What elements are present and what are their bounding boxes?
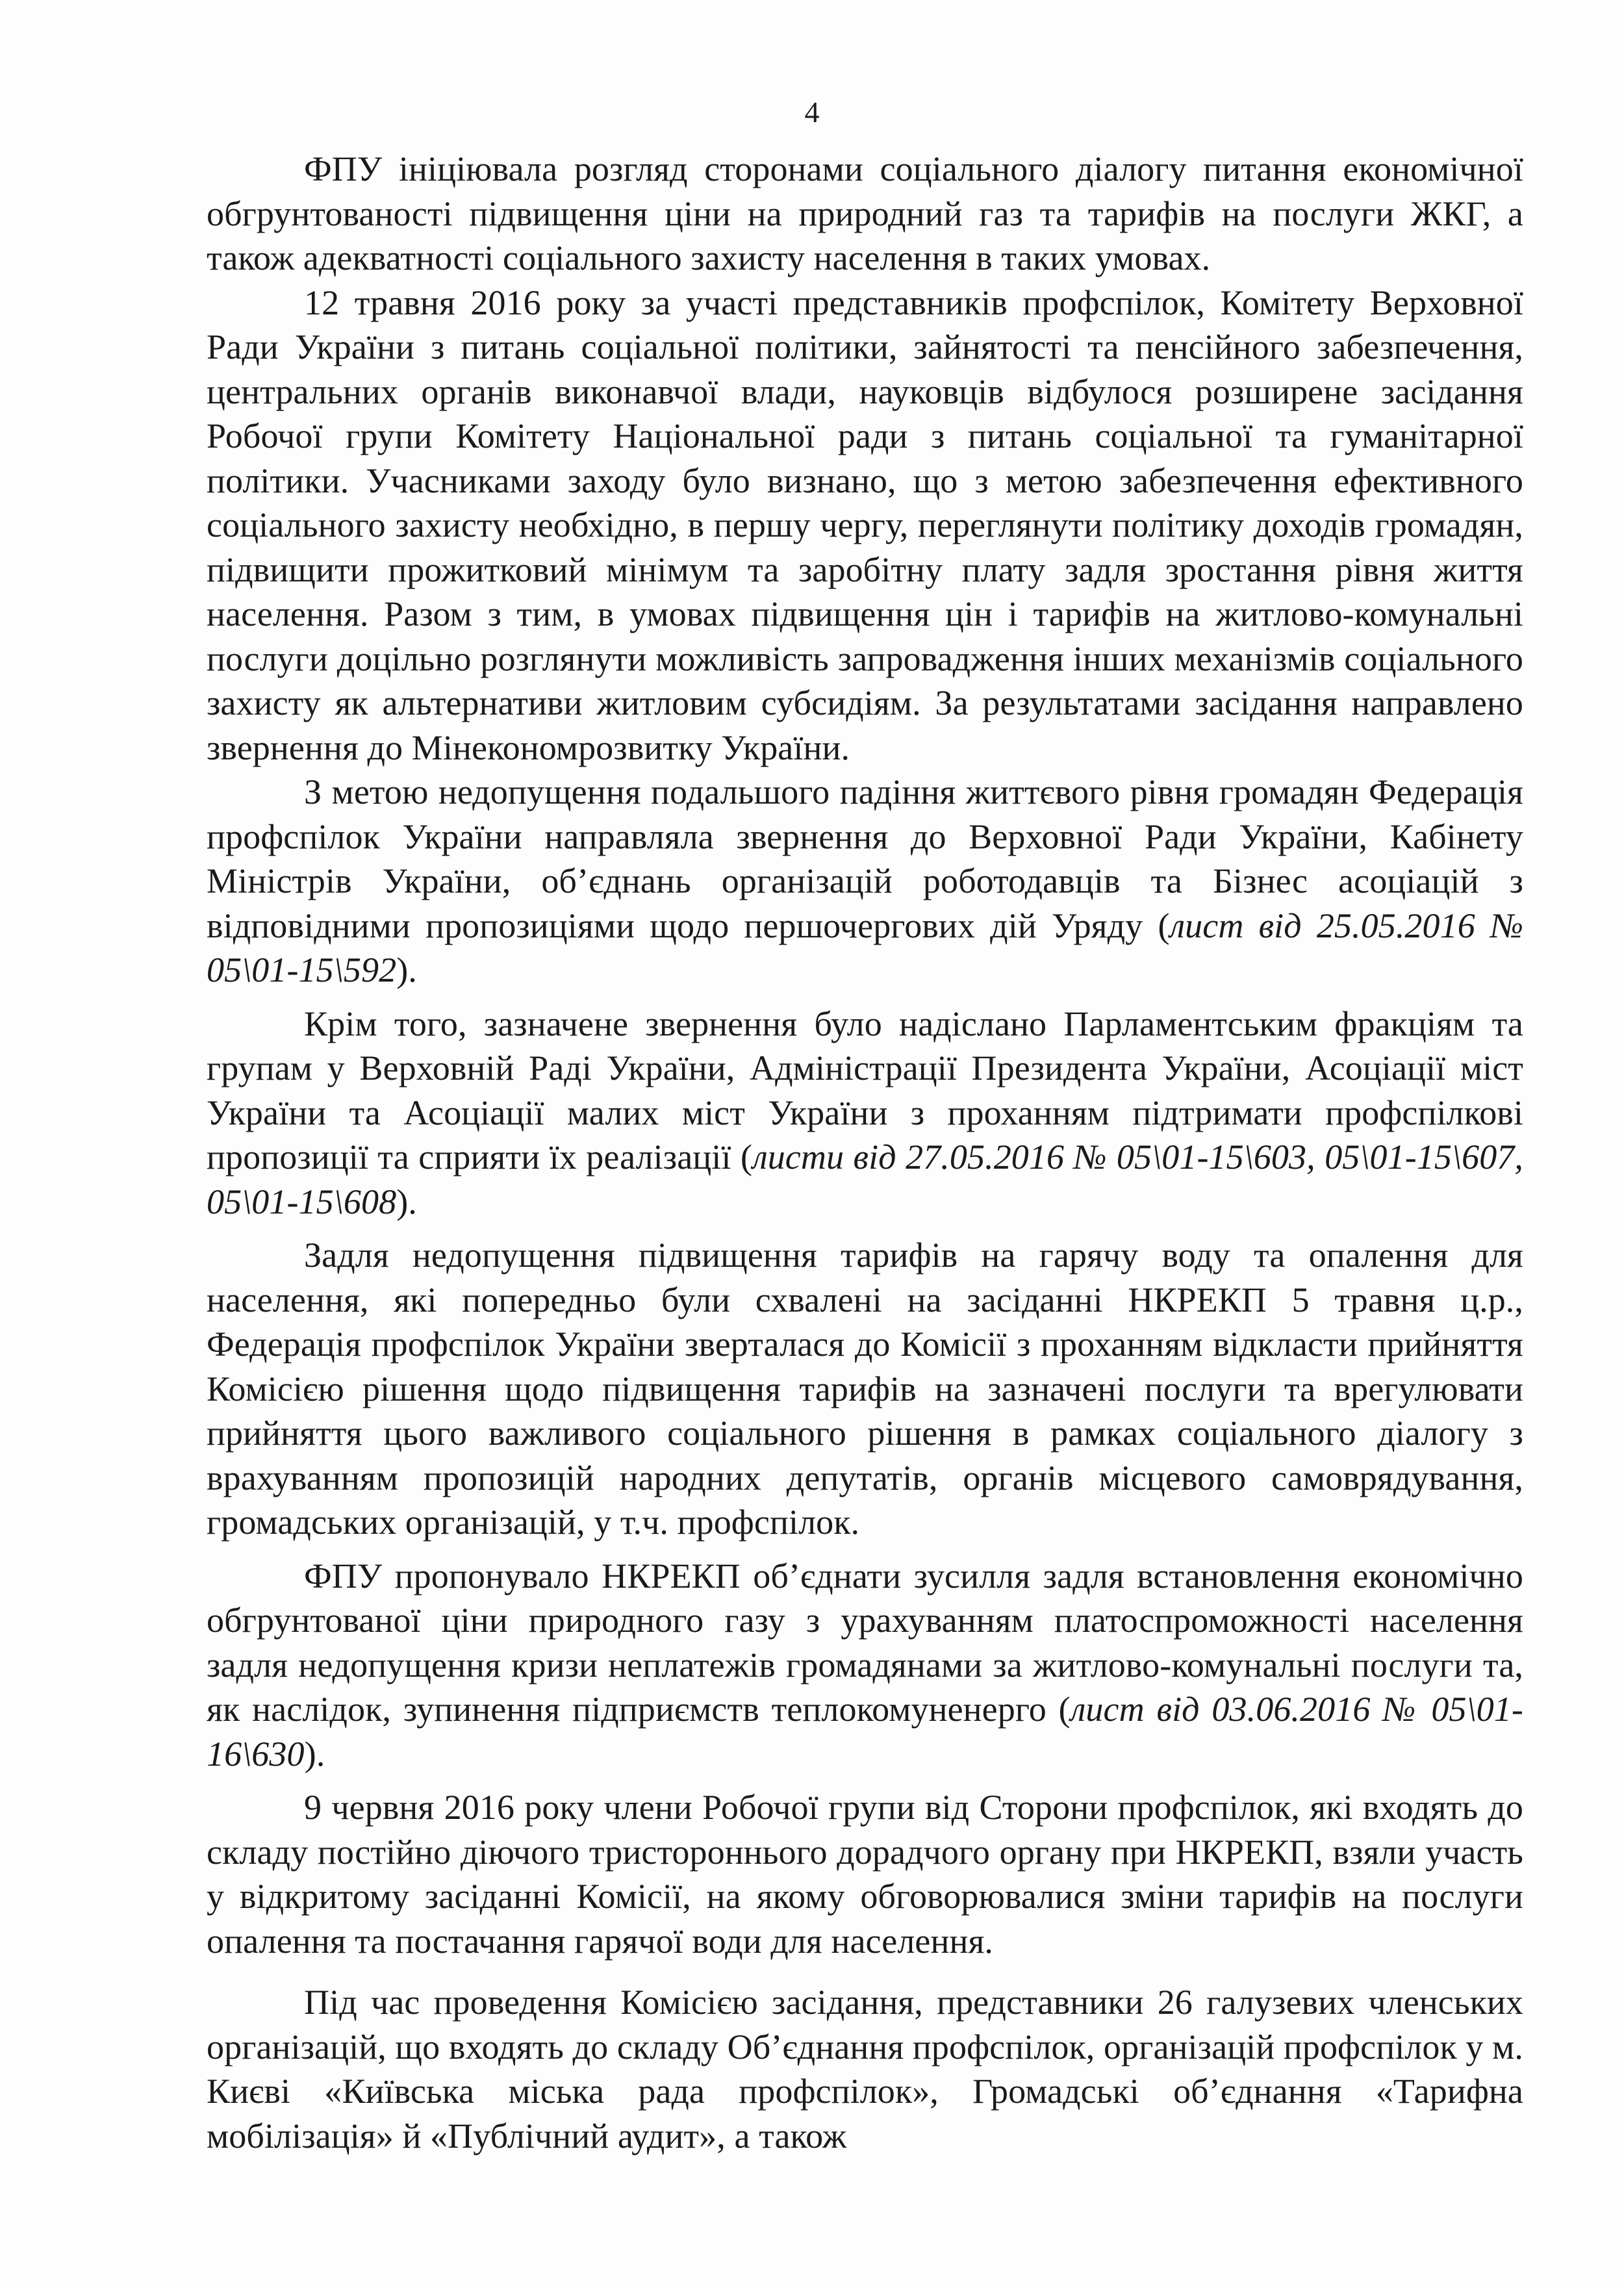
document-body [207, 147, 1523, 2158]
paragraph-5-text: Задля недопущення підвищення тарифів на гарячу воду та опалення для населення, які попередньо були схвалені на засіданні НКРЕКП 5 травня ц.р., Федерація профспілок України зверталася до Комісії з проханням відкласти прийняття Комісією рішення щодо підвищення тарифів на зазначені послуги та врегулювати прийняття цього важливого соціального рішення в рамках соціального діалогу з врахуванням пропозицій народних депутатів, органів місцевого самоврядування, громадських організацій, у т.ч. профспілок. [207, 1236, 1523, 1542]
paragraph-6-closing: ). [304, 1734, 325, 1773]
paragraph-8 [207, 1980, 1523, 2158]
paragraph-3-closing: ). [396, 950, 417, 989]
paragraph-1 [207, 147, 1523, 281]
paragraph-3 [207, 770, 1523, 993]
paragraph-7-text: 9 червня 2016 року члени Робочої групи від Сторони профспілок, які входять до складу постійно діючого тристороннього дорадчого органу при НКРЕКП, взяли участь у відкритому засіданні Комісії, на якому обговорювалися зміни тарифів на послуги опалення та постачання гарячої води для населення. [207, 1788, 1523, 1961]
paragraph-6-letter-reference: лист від 03.06.2016 № 05\01-16\630 [207, 1690, 1523, 1773]
paragraph-8-text: Під час проведення Комісією засідання, представники 26 галузевих членських організацій, що входять до складу Об’єднання профспілок, організацій профспілок у м. Києві «Київська міська рада профспілок», Громадські об’єднання «Тарифна мобілізація» й «Публічний аудит», а також [207, 1983, 1523, 2155]
paragraph-3-text: З метою недопущення подальшого падіння життєвого рівня громадян Федерація профспілок України направляла звернення до Верховної Ради України, Кабінету Міністрів України, об’єднань організацій роботодавців та Бізнес асоціацій з відповідними пропозиціями щодо першочергових дій Уряду ( [207, 772, 1523, 945]
paragraph-4 [207, 1002, 1523, 1225]
paragraph-2-text: 12 травня 2016 року за участі представників профспілок, Комітету Верховної Ради України з питань соціальної політики, зайнятості та пенсійного забезпечення, центральних органів виконавчої влади, науковців відбулося розширене засідання Робочої групи Комітету Національної ради з питань соціальної та гуманітарної політики. Учасниками заходу було визнано, що з метою забезпечення ефективного соціального захисту необхідно, в першу чергу, переглянути політику доходів громадян, підвищити прожитковий мінімум та заробітну плату задля зростання рівня життя населення. Разом з тим, в умовах підвищення цін і тарифів на житлово-комунальні послуги доцільно розглянути можливість запровадження інших механізмів соціального захисту як альтернативи житловим субсидіям. За результатами засідання направлено звернення до Мінекономрозвитку України. [207, 283, 1523, 767]
paragraph-5 [207, 1233, 1523, 1545]
paragraph-4-letter-reference: листи від 27.05.2016 № 05\01-15\603, 05\01-15\607, 05\01-15\608 [207, 1138, 1523, 1221]
paragraph-4-closing: ). [396, 1182, 417, 1221]
paragraph-7 [207, 1785, 1523, 1963]
paragraph-2 [207, 281, 1523, 770]
page-number: 4 [804, 95, 820, 129]
paragraph-1-text: ФПУ ініціювала розгляд сторонами соціального діалогу питання економічної обгрунтованості підвищення ціни на природний газ та тарифів на послуги ЖКГ, а також адекватності соціального захисту населення в таких умовах. [207, 149, 1523, 277]
paragraph-4-text: Крім того, зазначене звернення було надіслано Парламентським фракціям та групам у Верховній Раді України, Адміністрації Президента України, Асоціації міст України та Асоціації малих міст України з проханням підтримати профспілкові пропозиції та сприяти їх реалізації ( [207, 1004, 1523, 1176]
paragraph-3-letter-reference: лист від 25.05.2016 № 05\01-15\592 [207, 906, 1523, 989]
paragraph-6 [207, 1554, 1523, 1777]
paragraph-6-text: ФПУ пропонувало НКРЕКП об’єднати зусилля задля встановлення економічно обгрунтованої ціни природного газу з урахуванням платоспроможності населення задля недопущення кризи неплатежів громадянами за житлово-комунальні послуги та, як наслідок, зупинення підприємств теплокомуненерго ( [207, 1556, 1523, 1729]
